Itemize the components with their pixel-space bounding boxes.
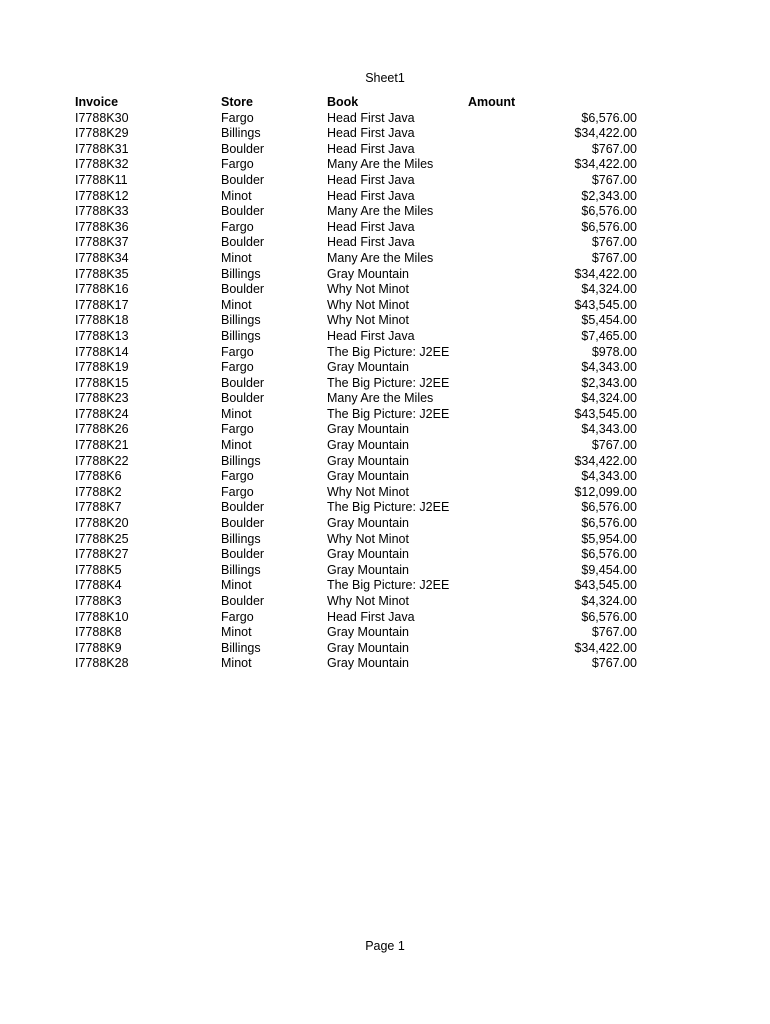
invoice-cell: I7788K16: [75, 282, 129, 297]
invoice-cell: I7788K17: [75, 297, 129, 312]
amount-cell: $767.00: [591, 235, 637, 250]
store-cell: Boulder: [221, 172, 265, 187]
invoice-cell: I7788K23: [75, 391, 129, 406]
store-cell: Minot: [221, 297, 252, 312]
amount-cell: $7,465.00: [581, 328, 637, 343]
store-cell: Fargo: [221, 609, 254, 624]
book-cell: Head First Java: [327, 110, 415, 125]
invoice-cell: I7788K19: [75, 360, 129, 375]
table-row: [75, 500, 637, 516]
book-cell: The Big Picture: J2EE: [327, 578, 450, 593]
store-cell: Fargo: [221, 360, 254, 375]
store-cell: Minot: [221, 625, 252, 640]
book-cell: Head First Java: [327, 609, 415, 624]
table-row: [75, 251, 637, 267]
invoice-cell: I7788K30: [75, 110, 129, 125]
amount-cell: $5,454.00: [581, 313, 637, 328]
book-cell: Gray Mountain: [327, 453, 409, 468]
amount-cell: $767.00: [591, 141, 637, 156]
invoice-cell: I7788K2: [75, 484, 122, 499]
book-cell: Gray Mountain: [327, 438, 409, 453]
amount-cell: $12,099.00: [574, 484, 637, 499]
book-cell: Gray Mountain: [327, 562, 409, 577]
store-cell: Minot: [221, 188, 252, 203]
table-row: [75, 360, 637, 376]
invoice-cell: I7788K14: [75, 344, 129, 359]
book-cell: Gray Mountain: [327, 656, 409, 671]
table-row: [75, 345, 637, 361]
store-cell: Billings: [221, 328, 261, 343]
store-cell: Minot: [221, 578, 252, 593]
store-cell: Fargo: [221, 110, 254, 125]
table-row: [75, 391, 637, 407]
table-row: [75, 578, 637, 594]
book-cell: Gray Mountain: [327, 625, 409, 640]
book-cell: Head First Java: [327, 235, 415, 250]
invoice-cell: I7788K21: [75, 438, 129, 453]
amount-cell: $34,422.00: [574, 640, 637, 655]
book-cell: Gray Mountain: [327, 547, 409, 562]
invoice-cell: I7788K25: [75, 531, 129, 546]
header-book: Book: [327, 95, 359, 109]
table-body: [75, 111, 637, 672]
store-cell: Boulder: [221, 282, 265, 297]
amount-cell: $6,576.00: [581, 609, 637, 624]
amount-cell: $6,576.00: [581, 204, 637, 219]
table-row: [75, 313, 637, 329]
invoice-cell: I7788K29: [75, 126, 129, 141]
invoice-cell: I7788K10: [75, 609, 129, 624]
amount-cell: $4,324.00: [581, 594, 637, 608]
invoice-cell: I7788K9: [75, 640, 122, 655]
invoice-cell: I7788K5: [75, 562, 122, 577]
amount-cell: $6,576.00: [581, 110, 637, 125]
book-cell: The Big Picture: J2EE: [327, 406, 450, 421]
store-cell: Billings: [221, 640, 261, 655]
store-cell: Fargo: [221, 422, 254, 437]
invoice-cell: I7788K27: [75, 547, 129, 562]
book-cell: Head First Java: [327, 328, 415, 343]
page-number: Page 1: [365, 939, 405, 953]
table-header-row: [75, 95, 637, 111]
invoice-cell: I7788K11: [75, 172, 128, 187]
store-cell: Boulder: [221, 375, 265, 390]
header-store: Store: [221, 95, 253, 109]
book-cell: The Big Picture: J2EE: [327, 375, 450, 390]
invoice-cell: I7788K3: [75, 594, 122, 608]
amount-cell: $767.00: [591, 172, 637, 187]
table-row: [75, 111, 637, 127]
amount-cell: $34,422.00: [574, 453, 637, 468]
invoice-cell: I7788K6: [75, 469, 122, 484]
table-row: [75, 594, 637, 610]
store-cell: Fargo: [221, 344, 254, 359]
store-cell: Fargo: [221, 157, 254, 172]
invoice-cell: I7788K22: [75, 453, 129, 468]
amount-cell: $767.00: [591, 656, 637, 671]
table-row: [75, 298, 637, 314]
book-cell: Head First Java: [327, 188, 415, 203]
amount-cell: $6,576.00: [581, 219, 637, 234]
book-cell: Many Are the Miles: [327, 157, 434, 172]
amount-cell: $4,324.00: [581, 391, 637, 406]
table-row: [75, 189, 637, 205]
table-row: [75, 625, 637, 641]
header-amount: Amount: [468, 95, 516, 109]
store-cell: Boulder: [221, 516, 265, 531]
amount-cell: $4,343.00: [581, 360, 637, 375]
header-invoice: Invoice: [75, 95, 119, 109]
amount-cell: $43,545.00: [574, 297, 637, 312]
table-row: [75, 454, 637, 470]
book-cell: Head First Java: [327, 141, 415, 156]
amount-cell: $978.00: [591, 344, 637, 359]
table-row: [75, 438, 637, 454]
store-cell: Billings: [221, 531, 261, 546]
book-cell: Gray Mountain: [327, 266, 409, 281]
amount-cell: $2,343.00: [581, 188, 637, 203]
store-cell: Fargo: [221, 484, 254, 499]
table-row: [75, 532, 637, 548]
amount-cell: $2,343.00: [581, 375, 637, 390]
table-row: [75, 173, 637, 189]
table-row: [75, 641, 637, 657]
table-row: [75, 204, 637, 220]
book-cell: Many Are the Miles: [327, 250, 434, 265]
invoice-cell: I7788K31: [75, 141, 129, 156]
invoice-cell: I7788K8: [75, 625, 122, 640]
table-row: [75, 329, 637, 345]
table-row: [75, 235, 637, 251]
table-row: [75, 220, 637, 236]
amount-cell: $4,343.00: [581, 422, 637, 437]
table-row: [75, 126, 637, 142]
table-row: [75, 157, 637, 173]
table-row: [75, 656, 637, 672]
amount-cell: $5,954.00: [581, 531, 637, 546]
invoice-cell: I7788K34: [75, 250, 129, 265]
store-cell: Boulder: [221, 594, 265, 608]
book-cell: Gray Mountain: [327, 469, 409, 484]
store-cell: Fargo: [221, 219, 254, 234]
book-cell: The Big Picture: J2EE: [327, 500, 450, 515]
store-cell: Minot: [221, 438, 252, 453]
store-cell: Billings: [221, 266, 261, 281]
invoice-cell: I7788K36: [75, 219, 129, 234]
table-row: [75, 610, 637, 626]
table-row: [75, 407, 637, 423]
invoice-cell: I7788K7: [75, 500, 122, 515]
invoice-cell: I7788K28: [75, 656, 129, 671]
store-cell: Boulder: [221, 547, 265, 562]
book-cell: Many Are the Miles: [327, 204, 434, 219]
table-row: [75, 563, 637, 579]
sheet-title: Sheet1: [365, 71, 405, 85]
store-cell: Fargo: [221, 469, 254, 484]
amount-cell: $6,576.00: [581, 500, 637, 515]
table-row: [75, 282, 637, 298]
store-cell: Billings: [221, 453, 261, 468]
table-row: [75, 469, 637, 485]
invoice-cell: I7788K20: [75, 516, 129, 531]
store-cell: Minot: [221, 250, 252, 265]
book-cell: Why Not Minot: [327, 313, 409, 328]
amount-cell: $767.00: [591, 438, 637, 453]
amount-cell: $4,324.00: [581, 282, 637, 297]
amount-cell: $9,454.00: [581, 562, 637, 577]
invoice-cell: I7788K32: [75, 157, 129, 172]
book-cell: Why Not Minot: [327, 484, 409, 499]
store-cell: Minot: [221, 656, 252, 671]
table-row: [75, 516, 637, 532]
store-cell: Boulder: [221, 500, 265, 515]
amount-cell: $767.00: [591, 625, 637, 640]
amount-cell: $6,576.00: [581, 547, 637, 562]
store-cell: Boulder: [221, 235, 265, 250]
amount-cell: $4,343.00: [581, 469, 637, 484]
invoice-cell: I7788K12: [75, 188, 129, 203]
invoice-cell: I7788K24: [75, 406, 129, 421]
book-cell: Why Not Minot: [327, 594, 409, 608]
amount-cell: $767.00: [591, 250, 637, 265]
table-row: [75, 422, 637, 438]
amount-cell: $34,422.00: [574, 266, 637, 281]
book-cell: Gray Mountain: [327, 422, 409, 437]
store-cell: Boulder: [221, 141, 265, 156]
book-cell: Many Are the Miles: [327, 391, 434, 406]
store-cell: Boulder: [221, 204, 265, 219]
invoice-cell: I7788K26: [75, 422, 129, 437]
book-cell: Why Not Minot: [327, 282, 409, 297]
amount-cell: $43,545.00: [574, 406, 637, 421]
table-row: [75, 547, 637, 563]
invoice-cell: I7788K15: [75, 375, 129, 390]
invoice-table: [75, 95, 637, 672]
store-cell: Minot: [221, 406, 252, 421]
book-cell: Why Not Minot: [327, 297, 409, 312]
amount-cell: $34,422.00: [574, 157, 637, 172]
amount-cell: $34,422.00: [574, 126, 637, 141]
amount-cell: $43,545.00: [574, 578, 637, 593]
book-cell: Head First Java: [327, 219, 415, 234]
book-cell: Head First Java: [327, 126, 415, 141]
invoice-cell: I7788K33: [75, 204, 129, 219]
table-row: [75, 376, 637, 392]
table-row: [75, 267, 637, 283]
table-row: [75, 142, 637, 158]
invoice-cell: I7788K35: [75, 266, 129, 281]
book-cell: Head First Java: [327, 172, 415, 187]
book-cell: The Big Picture: J2EE: [327, 344, 450, 359]
invoice-cell: I7788K13: [75, 328, 129, 343]
book-cell: Why Not Minot: [327, 531, 409, 546]
book-cell: Gray Mountain: [327, 640, 409, 655]
amount-cell: $6,576.00: [581, 516, 637, 531]
store-cell: Boulder: [221, 391, 265, 406]
book-cell: Gray Mountain: [327, 516, 409, 531]
store-cell: Billings: [221, 126, 261, 141]
book-cell: Gray Mountain: [327, 360, 409, 375]
invoice-cell: I7788K4: [75, 578, 122, 593]
store-cell: Billings: [221, 313, 261, 328]
invoice-cell: I7788K18: [75, 313, 129, 328]
table-row: [75, 485, 637, 501]
invoice-cell: I7788K37: [75, 235, 129, 250]
store-cell: Billings: [221, 562, 261, 577]
invoice-table-container: [75, 95, 637, 672]
